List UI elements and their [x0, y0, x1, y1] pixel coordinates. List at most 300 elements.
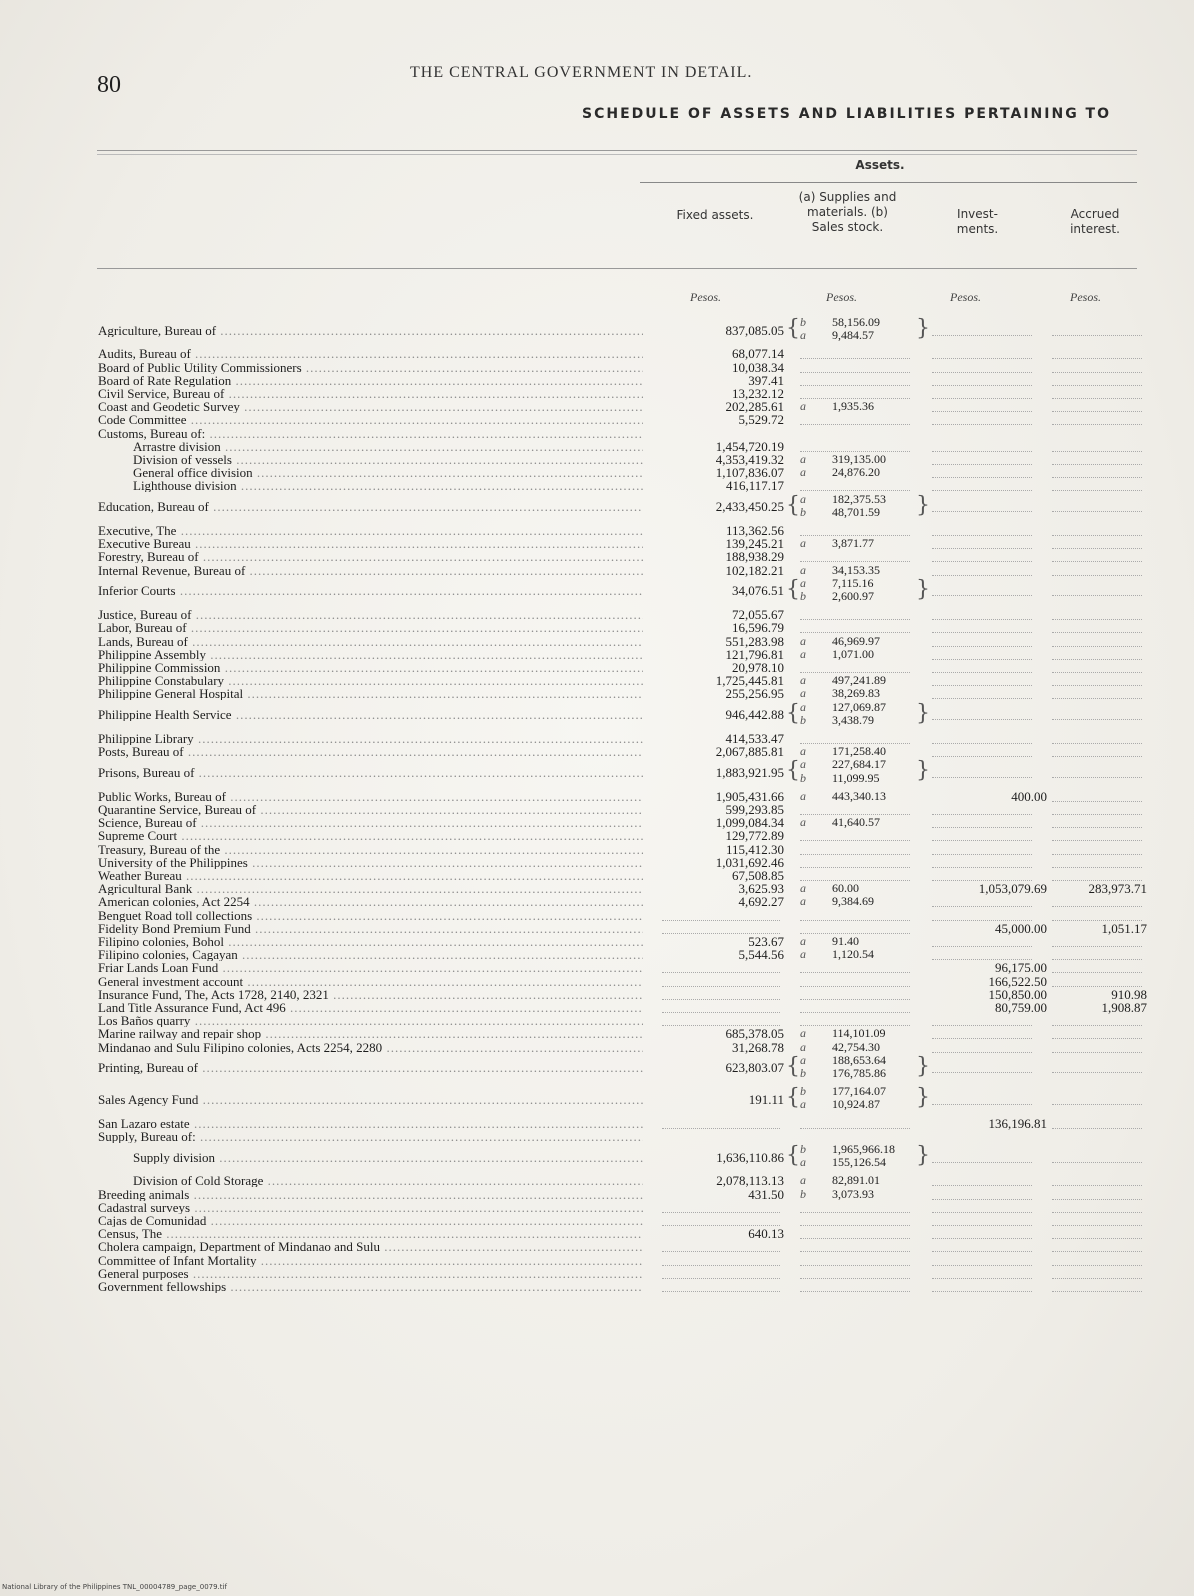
supply-kind-marker: a: [800, 881, 806, 896]
supplies-value: [800, 537, 925, 550]
leader-dots: [932, 477, 1032, 478]
row-label: Board of Rate Regulation .....: [98, 374, 643, 387]
row-label: Executive, The .....: [98, 524, 643, 537]
supply-amount: 182,375.53: [832, 491, 886, 506]
leader-dots: [932, 575, 1032, 576]
leader-dots: [1052, 840, 1142, 841]
header-bottom-rule: [97, 268, 1137, 269]
running-head: THE CENTRAL GOVERNMENT IN DETAIL.: [410, 64, 753, 81]
leader-dots: [1052, 672, 1142, 673]
leader-dots: [1052, 756, 1142, 757]
row-label: Weather Bureau .....: [98, 869, 643, 882]
fixed-assets-value: 640.13: [748, 1226, 784, 1242]
right-brace: }: [916, 316, 930, 341]
supply-kind-marker: a: [800, 934, 806, 948]
investments-header: Invest- ments.: [956, 207, 999, 236]
fixed-assets-value: 1,725,445.81: [715, 673, 784, 689]
leader-dots: [1052, 632, 1142, 633]
leader-dots: [1052, 1072, 1142, 1073]
fixed-assets-value: 68,077.14: [732, 346, 784, 362]
supply-amount: 48,701.59: [832, 504, 880, 519]
supply-amount: 60.00: [832, 881, 859, 896]
leader-dots: [1052, 411, 1142, 412]
leader-dots: [1052, 1238, 1142, 1239]
supply-amount: 127,069.87: [832, 699, 886, 714]
supply-amount: 11,099.95: [832, 770, 880, 785]
left-brace: {: [786, 1085, 800, 1111]
leader-dots: [932, 424, 1032, 425]
investments-value: 136,196.81: [988, 1115, 1047, 1131]
leader-dots: [1052, 595, 1142, 596]
row-label: Internal Revenue, Bureau of .....: [98, 564, 643, 577]
row-label: Printing, Bureau of .....: [98, 1061, 643, 1074]
leader-dots: [1052, 398, 1142, 399]
leader-dots: [1052, 451, 1142, 452]
row-label: Census, The .....: [98, 1227, 643, 1240]
leader-dots: [662, 1291, 780, 1292]
fixed-assets-value: 16,596.79: [732, 620, 784, 636]
supply-kind-marker: a: [800, 1052, 806, 1067]
supplies-value: [800, 453, 925, 466]
fixed-assets-value: 139,245.21: [725, 536, 784, 552]
row-label: Education, Bureau of .....: [98, 500, 643, 513]
fixed-assets-value: 188,938.29: [725, 549, 784, 565]
leader-dots: [932, 335, 1032, 336]
leader-dots: [1052, 575, 1142, 576]
left-brace: {: [786, 316, 800, 341]
row-label: Public Works, Bureau of .....: [98, 790, 643, 803]
scan-footer: National Library of the Philippines TNL_00004789_page_0079.tif: [2, 1583, 227, 1591]
leader-dots: [800, 1251, 910, 1252]
supplies-value: [800, 714, 925, 727]
row-label: Posts, Bureau of .....: [98, 745, 643, 758]
accrued-interest-header: Accrued interest.: [1070, 207, 1120, 236]
right-brace: }: [916, 1053, 930, 1079]
header-top-rule: [97, 150, 1137, 151]
fixed-assets-value: 1,454,720.19: [715, 438, 784, 454]
row-label: Supply division .....: [133, 1151, 643, 1164]
supply-amount: 3,073.93: [832, 1186, 874, 1201]
leader-dots: [1052, 801, 1142, 802]
leader-dots: [932, 1238, 1032, 1239]
leader-dots: [1052, 385, 1142, 386]
supply-amount: 497,241.89: [832, 673, 886, 688]
supplies-value: [800, 1085, 925, 1098]
supplies-value: [800, 316, 925, 329]
supply-amount: 46,969.97: [832, 633, 880, 648]
supplies-value: [800, 1054, 925, 1067]
fixed-assets-value: 431.50: [748, 1186, 784, 1202]
leader-dots: [1052, 619, 1142, 620]
supply-amount: 91.40: [832, 934, 859, 948]
supply-amount: 38,269.83: [832, 686, 880, 701]
fixed-assets-value: 1,107,836.07: [715, 465, 784, 481]
unit-investments: Pesos.: [950, 290, 981, 304]
supply-amount: 155,126.54: [832, 1155, 886, 1170]
row-label: Marine railway and repair shop .....: [98, 1027, 643, 1040]
leader-dots: [932, 1225, 1032, 1226]
leader-dots: [1052, 719, 1142, 720]
fixed-assets-value: 20,978.10: [732, 660, 784, 675]
leader-dots: [1052, 1025, 1142, 1026]
row-label: Customs, Bureau of: .....: [98, 427, 643, 440]
leader-dots: [932, 451, 1032, 452]
supply-amount: 9,384.69: [832, 894, 874, 909]
supply-kind-marker: a: [800, 1097, 806, 1112]
supplies-value: [800, 1156, 925, 1169]
row-label: Mindanao and Sulu Filipino colonies, Acts 2254, 2280 .....: [98, 1041, 643, 1054]
right-brace: }: [916, 758, 930, 784]
supplies-value: [800, 635, 925, 648]
leader-dots: [932, 659, 1032, 660]
leader-dots: [932, 1212, 1032, 1213]
accrued-interest-value: 910.98: [1111, 986, 1147, 1002]
investments-value: 400.00: [1011, 788, 1047, 804]
row-label: Audits, Bureau of .....: [98, 347, 643, 360]
supply-kind-marker: b: [800, 1084, 806, 1099]
leader-dots: [662, 986, 780, 987]
supply-kind-marker: a: [800, 536, 806, 551]
supply-amount: 3,871.77: [832, 536, 874, 551]
row-label: Committee of Infant Mortality .....: [98, 1254, 643, 1267]
leader-dots: [1052, 424, 1142, 425]
supply-amount: 42,754.30: [832, 1039, 880, 1054]
supply-kind-marker: a: [800, 673, 806, 688]
left-brace: {: [786, 758, 800, 784]
leader-dots: [800, 986, 910, 987]
row-label: Los Baños quarry .....: [98, 1014, 643, 1027]
leader-dots: [1052, 511, 1142, 512]
leader-dots: [932, 646, 1032, 647]
supplies-value: [800, 772, 925, 785]
supply-amount: 9,484.57: [832, 328, 874, 343]
row-label: Cholera campaign, Department of Mindanao and Sulu .....: [98, 1240, 643, 1253]
row-label: Supreme Court .....: [98, 829, 643, 842]
supplies-value: [800, 493, 925, 506]
leader-dots: [1052, 1052, 1142, 1053]
supply-amount: 58,156.09: [832, 315, 880, 329]
fixed-assets-value: 1,883,921.95: [715, 765, 784, 780]
supplies-value: [800, 674, 925, 687]
leader-dots: [932, 946, 1032, 947]
leader-dots: [932, 464, 1032, 465]
right-brace: }: [916, 492, 930, 518]
supplies-value: [800, 564, 925, 577]
supply-kind-marker: a: [800, 491, 806, 506]
supply-amount: 7,115.16: [832, 575, 874, 590]
row-label: Breeding animals .....: [98, 1188, 643, 1201]
supply-kind-marker: a: [800, 465, 806, 480]
row-label: Sales Agency Fund .....: [98, 1093, 643, 1106]
supply-kind-marker: b: [800, 1142, 806, 1156]
supply-amount: 41,640.57: [832, 815, 880, 830]
supply-kind-marker: b: [800, 1186, 806, 1201]
row-label: Prisons, Bureau of .....: [98, 766, 643, 779]
leader-dots: [800, 385, 910, 386]
leader-dots: [800, 999, 910, 1000]
fixed-assets-value: 191.11: [748, 1091, 784, 1107]
fixed-assets-value: 255,256.95: [725, 686, 784, 702]
fixed-assets-value: 4,692.27: [738, 894, 784, 910]
supply-amount: 319,135.00: [832, 452, 886, 466]
right-brace: }: [916, 576, 930, 602]
row-label: Board of Public Utility Commissioners .....: [98, 361, 643, 374]
row-label: Code Committee .....: [98, 413, 643, 426]
assets-group-header: Assets.: [855, 158, 905, 172]
row-label: Insurance Fund, The, Acts 1728, 2140, 2321 .....: [98, 988, 643, 1001]
row-label: Cadastral surveys .....: [98, 1201, 643, 1214]
supply-kind-marker: b: [800, 504, 806, 519]
leader-dots: [800, 972, 910, 973]
leader-dots: [800, 854, 910, 855]
row-label: Labor, Bureau of .....: [98, 621, 643, 634]
supply-kind-marker: a: [800, 788, 806, 803]
leader-dots: [932, 867, 1032, 868]
supply-kind-marker: a: [800, 1155, 806, 1170]
leader-dots: [1052, 1291, 1142, 1292]
supplies-value: [800, 745, 925, 758]
row-label: Supply, Bureau of: .....: [98, 1130, 643, 1143]
leader-dots: [932, 1185, 1032, 1186]
leader-dots: [932, 1291, 1032, 1292]
supply-kind-marker: a: [800, 1026, 806, 1041]
leader-dots: [932, 1265, 1032, 1266]
leader-dots: [662, 972, 780, 973]
leader-dots: [1052, 906, 1142, 907]
supplies-value: [800, 590, 925, 603]
leader-dots: [800, 1225, 910, 1226]
row-label: Filipino colonies, Cagayan .....: [98, 948, 643, 961]
leader-dots: [932, 719, 1032, 720]
supply-kind-marker: a: [800, 1173, 806, 1188]
unit-fixed: Pesos.: [690, 290, 721, 304]
row-label: Quarantine Service, Bureau of .....: [98, 803, 643, 816]
supplies-value: [800, 1098, 925, 1111]
leader-dots: [932, 685, 1032, 686]
leader-dots: [932, 385, 1032, 386]
leader-dots: [1052, 535, 1142, 536]
leader-dots: [932, 1162, 1032, 1163]
investments-value: 1,053,079.69: [978, 881, 1047, 897]
left-brace: {: [786, 1143, 800, 1168]
row-label: Fidelity Bond Premium Fund .....: [98, 922, 643, 935]
leader-dots: [1052, 561, 1142, 562]
fixed-assets-value: 397.41: [748, 372, 784, 388]
fixed-assets-value: 72,055.67: [732, 607, 784, 623]
row-label: Philippine Assembly .....: [98, 648, 643, 661]
supply-amount: 10,924.87: [832, 1097, 880, 1112]
row-label: Lands, Bureau of .....: [98, 635, 643, 648]
leader-dots: [662, 1278, 780, 1279]
row-label: Philippine Health Service .....: [98, 708, 643, 721]
schedule-title: SCHEDULE OF ASSETS AND LIABILITIES PERTAINING TO: [582, 106, 1112, 122]
leader-dots: [1052, 685, 1142, 686]
row-label: General office division .....: [133, 466, 643, 479]
right-brace: }: [916, 700, 930, 726]
fixed-assets-value: 1,905,431.66: [715, 788, 784, 804]
leader-dots: [932, 1199, 1032, 1200]
leader-dots: [800, 1212, 910, 1213]
supply-amount: 227,684.17: [832, 757, 886, 772]
supply-kind-marker: a: [800, 575, 806, 590]
leader-dots: [662, 1265, 780, 1266]
leader-dots: [932, 827, 1032, 828]
row-label: Treasury, Bureau of the .....: [98, 843, 643, 856]
supplies-value: [800, 790, 925, 803]
leader-dots: [1052, 372, 1142, 373]
fixed-assets-value: 129,772.89: [725, 828, 784, 844]
row-label: General purposes .....: [98, 1267, 643, 1280]
supply-kind-marker: a: [800, 1039, 806, 1054]
fixed-assets-value: 685,378.05: [725, 1026, 784, 1042]
leader-dots: [932, 1251, 1032, 1252]
leader-dots: [1052, 646, 1142, 647]
leader-dots: [800, 867, 910, 868]
fixed-assets-value: 551,283.98: [725, 633, 784, 649]
row-label: Friar Lands Loan Fund .....: [98, 961, 643, 974]
leader-dots: [932, 777, 1032, 778]
leader-dots: [662, 920, 780, 921]
unit-accrued: Pesos.: [1070, 290, 1101, 304]
row-label: Filipino colonies, Bohol .....: [98, 935, 643, 948]
leader-dots: [932, 535, 1032, 536]
leader-dots: [1052, 1225, 1142, 1226]
supplies-value: [800, 648, 925, 661]
leader-dots: [932, 672, 1032, 673]
row-label: University of the Philippines .....: [98, 856, 643, 869]
row-label: Benguet Road toll collections .....: [98, 909, 643, 922]
supply-amount: 188,653.64: [832, 1052, 886, 1067]
supplies-value: [800, 948, 925, 961]
investments-value: 80,759.00: [995, 1000, 1047, 1015]
unit-supplies: Pesos.: [826, 290, 857, 304]
left-brace: {: [786, 492, 800, 518]
row-label: Agricultural Bank .....: [98, 882, 643, 895]
leader-dots: [800, 619, 910, 620]
leader-dots: [1052, 1162, 1142, 1163]
leader-dots: [1052, 959, 1142, 960]
fixed-assets-value: 623,803.07: [725, 1060, 784, 1076]
supply-amount: 171,258.40: [832, 744, 886, 759]
row-label: Lighthouse division .....: [133, 479, 643, 492]
supplies-value: [800, 577, 925, 590]
leader-dots: [932, 490, 1032, 491]
row-label: Government fellowships .....: [98, 1280, 643, 1293]
leader-dots: [932, 1025, 1032, 1026]
supply-kind-marker: b: [800, 770, 806, 785]
supply-amount: 2,600.97: [832, 589, 874, 603]
supply-kind-marker: a: [800, 646, 806, 661]
supply-kind-marker: a: [800, 686, 806, 701]
supplies-value: [800, 935, 925, 948]
leader-dots: [800, 1128, 910, 1129]
supplies-value: [800, 882, 925, 895]
assets-group-rule: [640, 182, 1137, 183]
row-label: Science, Bureau of .....: [98, 816, 643, 829]
supplies-value: [800, 329, 925, 342]
supply-kind-marker: a: [800, 562, 806, 577]
leader-dots: [800, 1291, 910, 1292]
leader-dots: [1052, 698, 1142, 699]
leader-dots: [1052, 464, 1142, 465]
row-label: Agriculture, Bureau of .....: [98, 324, 643, 337]
supply-amount: 177,164.07: [832, 1084, 886, 1099]
leader-dots: [932, 756, 1032, 757]
fixed-assets-value: 1,636,110.86: [716, 1149, 784, 1165]
row-label: American colonies, Act 2254 .....: [98, 895, 643, 908]
leader-dots: [1052, 1278, 1142, 1279]
supplies-value: [800, 1027, 925, 1040]
supply-kind-marker: b: [800, 589, 806, 603]
fixed-assets-value: 3,625.93: [738, 881, 784, 897]
row-label: Cajas de Comunidad .....: [98, 1214, 643, 1227]
leader-dots: [932, 358, 1032, 359]
fixed-assets-value: 13,232.12: [732, 386, 784, 401]
leader-dots: [932, 1072, 1032, 1073]
supplies-value: [800, 1174, 925, 1187]
leader-dots: [932, 1052, 1032, 1053]
leader-dots: [800, 840, 910, 841]
fixed-assets-value: 102,182.21: [725, 562, 784, 578]
leader-dots: [1052, 867, 1142, 868]
row-label: Philippine Commission .....: [98, 661, 643, 674]
row-label: Executive Bureau .....: [98, 537, 643, 550]
supply-kind-marker: b: [800, 1066, 806, 1080]
row-label: Civil Service, Bureau of .....: [98, 387, 643, 400]
fixed-assets-value: 523.67: [748, 934, 784, 949]
fixed-assets-value: 115,412.30: [725, 841, 784, 857]
supply-amount: 114,101.09: [832, 1026, 886, 1041]
leader-dots: [932, 548, 1032, 549]
leader-dots: [1052, 827, 1142, 828]
supply-amount: 24,876.20: [832, 465, 880, 480]
leader-dots: [1052, 477, 1142, 478]
supply-kind-marker: a: [800, 452, 806, 466]
leader-dots: [800, 1238, 910, 1239]
supplies-value: [800, 1041, 925, 1054]
fixed-assets-value: 121,796.81: [725, 646, 784, 662]
supply-amount: 1,965,966.18: [832, 1142, 895, 1156]
leader-dots: [1052, 946, 1142, 947]
supply-amount: 1,071.00: [832, 646, 874, 661]
leader-dots: [1052, 1104, 1142, 1105]
supply-amount: 82,891.01: [832, 1173, 880, 1188]
supply-amount: 1,935.36: [832, 399, 874, 414]
leader-dots: [1052, 1212, 1142, 1213]
supplies-value: [800, 895, 925, 908]
accrued-interest-value: 1,051.17: [1101, 920, 1147, 936]
supply-kind-marker: a: [800, 744, 806, 759]
row-label: Philippine General Hospital .....: [98, 687, 643, 700]
leader-dots: [932, 619, 1032, 620]
fixed-assets-value: 67,508.85: [732, 868, 784, 883]
fixed-assets-value: 416,117.17: [725, 478, 784, 494]
leader-dots: [932, 743, 1032, 744]
supply-kind-marker: a: [800, 947, 806, 962]
investments-value: 150,850.00: [988, 986, 1047, 1002]
fixed-assets-value: 599,293.85: [725, 802, 784, 817]
leader-dots: [800, 920, 910, 921]
leader-dots: [662, 999, 780, 1000]
leader-dots: [932, 1038, 1032, 1039]
fixed-assets-value: 946,442.88: [725, 707, 784, 723]
supplies-value: [800, 687, 925, 700]
leader-dots: [932, 698, 1032, 699]
fixed-assets-value: 34,076.51: [732, 583, 784, 599]
right-brace: }: [916, 1143, 930, 1168]
row-label: Land Title Assurance Fund, Act 496 .....: [98, 1001, 643, 1014]
leader-dots: [800, 358, 910, 359]
